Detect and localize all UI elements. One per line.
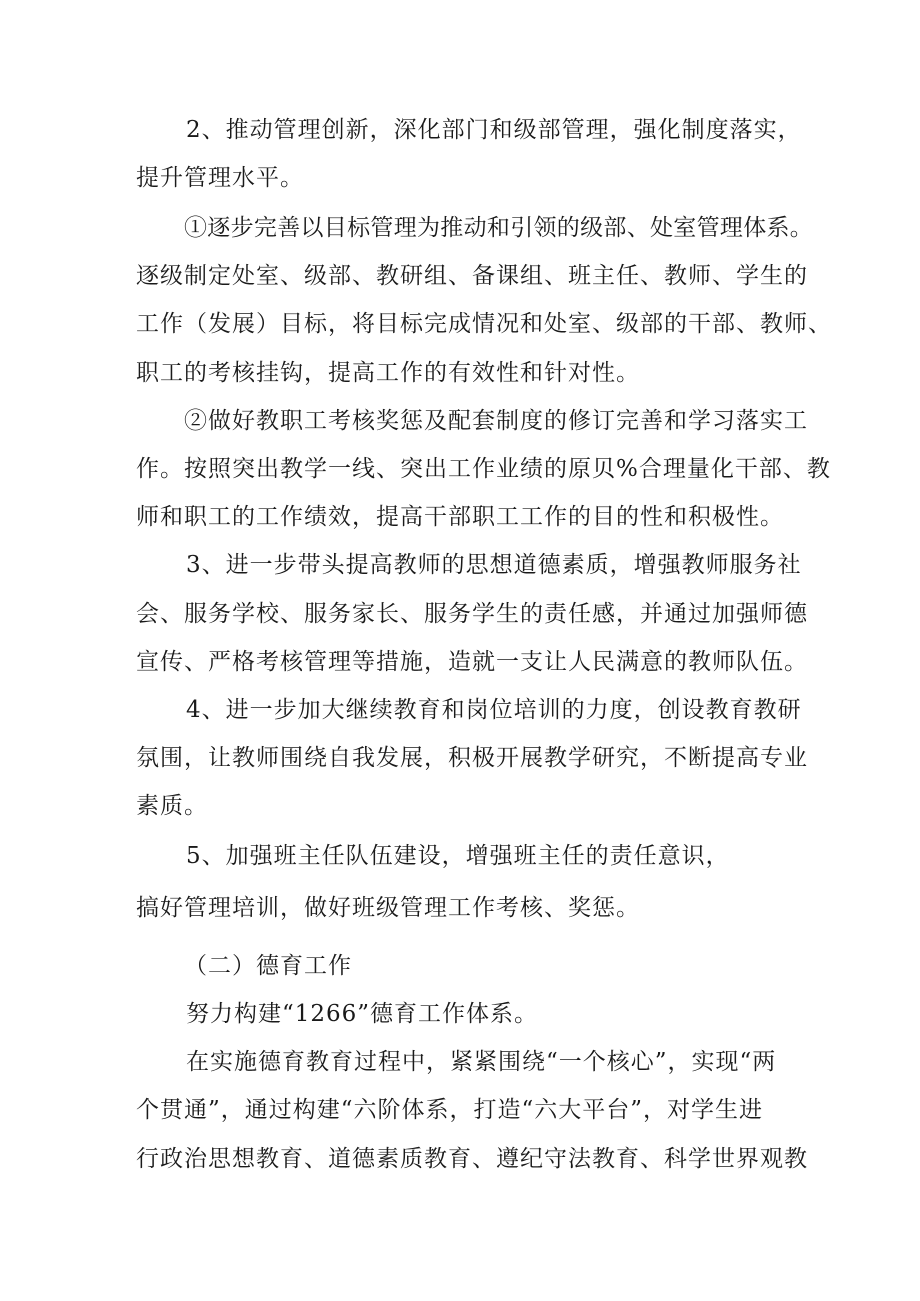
text-line: 搞好管理培训，做好班级管理工作考核、奖惩。 <box>136 895 640 921</box>
text-line: 行政治思想教育、道德素质教育、遵纪守法教育、科学世界观教 <box>136 1146 808 1172</box>
text-line: 2、推动管理创新，深化部门和级部管理，强化制度落实， <box>186 117 802 143</box>
text-line: 职工的考核挂钩，提高工作的有效性和针对性。 <box>136 360 640 386</box>
text-line: 逐级制定处室、级部、教研组、备课组、班主任、教师、学生的 <box>136 263 808 289</box>
text-line: 工作（发展）目标，将目标完成情况和处室、级部的干部、教师、 <box>136 311 832 337</box>
text-line: 3、进一步带头提高教师的思想道德素质，增强教师服务社 <box>186 552 802 578</box>
section-heading: （二）德育工作 <box>184 953 352 979</box>
text-line: 提升管理水平。 <box>136 165 304 191</box>
text-line: 氛围，让教师围绕自我发展，积极开展教学研究，不断提高专业 <box>136 745 808 771</box>
text-line: 师和职工的工作绩效，提高干部职工工作的目的性和积极性。 <box>136 504 784 530</box>
text-line: ①逐步完善以目标管理为推动和引领的级部、处室管理体系。 <box>184 215 814 241</box>
text-line: 4、进一步加大继续教育和岗位培训的力度，创设教育教研 <box>186 697 802 723</box>
text-line: 5、加强班主任队伍建设，增强班主任的责任意识， <box>186 843 730 869</box>
text-line: 努力构建“1266”德育工作体系。 <box>186 1001 539 1027</box>
text-line: 在实施德育教育过程中，紧紧围绕“一个核心”，实现“两 <box>186 1049 777 1075</box>
text-line: ②做好教职工考核奖惩及配套制度的修订完善和学习落实工 <box>184 408 808 434</box>
text-line: 会、服务学校、服务家长、服务学生的责任感，并通过加强师德 <box>136 601 808 627</box>
text-line: 个贯通”，通过构建“六阶体系，打造“六大平台”，对学生进 <box>136 1097 764 1123</box>
text-line: 素质。 <box>136 793 208 819</box>
text-line: 作。按照突出教学一线、突出工作业绩的原贝%合理量化干部、教 <box>136 456 831 482</box>
text-line: 宣传、严格考核管理等措施，造就一支让人民满意的教师队伍。 <box>136 649 808 675</box>
